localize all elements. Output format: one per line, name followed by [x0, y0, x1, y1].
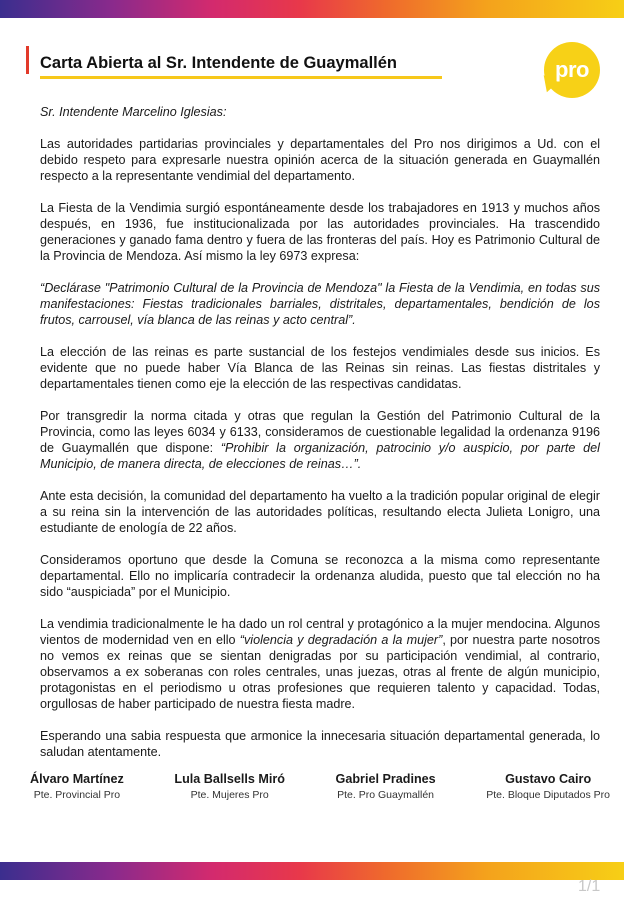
- signatures-row: [30, 772, 610, 801]
- signature-block: [486, 772, 610, 801]
- paragraph-history: La Fiesta de la Vendimia surgió espontáneamente desde los trabajadores en 1913 y muchos años después, en 1936, fue institucionalizada por las autoridades provinciales. Ha trascendido generaciones y ganado fama dentro y fuera de las fronteras del país. Hoy es Patrimonio Cultural de la Provincia de Mendoza. Así mismo la ley 6973 expresa:: [40, 201, 600, 263]
- women-text-b: , por nuestra parte nosotros no vemos ex reinas que se sientan denigradas por su participación vendimial, al contrario, observamos a ex soberanas con roles centrales, unas juezas, otras al frente de algún municipio, protagonistas en el periodismo u otras profesiones que requieren talento y capacidad. Todas, orgullosas de haber participado de nuestra fiesta madre.: [40, 633, 600, 711]
- signature-block: [336, 772, 436, 801]
- paragraph-reinas: La elección de las reinas es parte sustancial de los festejos vendimiales desde sus inicios. Es evidente que no puede haber Vía Blanca de las Reinas sin reinas. Las fiestas distritales y departamentales tienen como eje la elección de las respectivas candidatas.: [40, 345, 600, 391]
- letter-body: [40, 104, 600, 776]
- women-text-a: La vendimia tradicionalmente le ha dado un rol central y protagónico a la mujer mendocina. Algunos vientos de modernidad ven en ello: [40, 617, 600, 647]
- signature-name: Lula Ballsells Miró: [174, 772, 285, 786]
- signature-role: Pte. Pro Guaymallén: [337, 789, 435, 801]
- paragraph-closing: Esperando una sabia respuesta que armonice la innecesaria situación departamental generada, lo saludan atentamente.: [40, 729, 600, 759]
- bottom-gradient-bar: [0, 862, 624, 880]
- paragraph-women: [40, 616, 600, 712]
- paragraph-ordenanza: [40, 408, 600, 472]
- page-title: Carta Abierta al Sr. Intendente de Guaymallén: [40, 54, 397, 72]
- paragraph-intro: Las autoridades partidarias provinciales y departamentales del Pro nos dirigimos a Ud. con el debido respeto para expresarle nuestra opinión acerca de la situación generada en Guaymallén respecto a la representante vendimial del departamento.: [40, 137, 600, 183]
- title-accent-line: [26, 46, 29, 74]
- signature-name: Gabriel Pradines: [335, 772, 436, 786]
- paragraph-request: Consideramos oportuno que desde la Comuna se reconozca a la misma como representante departamental. Ello no implicaría contradecir la ordenanza aludida, puesto que tal elección no ha sido “auspiciada” por el Municipio.: [40, 553, 600, 599]
- ordenanza-quote: “Prohibir la organización, patrocinio y/o auspicio, por parte del Municipio, de manera directa, de elecciones de reinas…”.: [40, 441, 600, 471]
- signature-role: Pte. Bloque Diputados Pro: [486, 789, 610, 801]
- pro-logo: [544, 42, 600, 98]
- signature-role: Pte. Mujeres Pro: [190, 789, 269, 801]
- signature-name: Álvaro Martínez: [30, 772, 124, 786]
- signature-name: Gustavo Cairo: [505, 772, 592, 786]
- salutation: Sr. Intendente Marcelino Iglesias:: [40, 105, 227, 119]
- signature-block: [30, 772, 124, 801]
- top-gradient-bar: [0, 0, 624, 18]
- women-quote: “violencia y degradación a la mujer”: [239, 633, 443, 647]
- law-quote: “Declárase "Patrimonio Cultural de la Provincia de Mendoza" la Fiesta de la Vendimia, en todas sus manifestaciones: Fiestas tradicionales barriales, distritales, departamentales, bendición de los frutos, carrousel, vía blanca de las reinas y acto central”.: [40, 281, 600, 327]
- page-indicator: 1/1: [578, 878, 601, 895]
- signature-role: Pte. Provincial Pro: [33, 789, 121, 801]
- ordenanza-text: Por transgredir la norma citada y otras que regulan la Gestión del Patrimonio Cultural de la Provincia, como las leyes 6034 y 6133, consideramos de cuestionable legalidad la ordenanza 9196 de Guaymallén que dispone:: [40, 409, 600, 455]
- logo-text: pro: [555, 57, 589, 82]
- paragraph-decision: Ante esta decisión, la comunidad del departamento ha vuelto a la tradición popular original de elegir a su reina sin la intervención de las autoridades políticas, resultando electa Julieta Lonigro, una estudiante de enología de 22 años.: [40, 489, 600, 535]
- title-underline: [40, 76, 442, 79]
- signature-block: [174, 772, 285, 801]
